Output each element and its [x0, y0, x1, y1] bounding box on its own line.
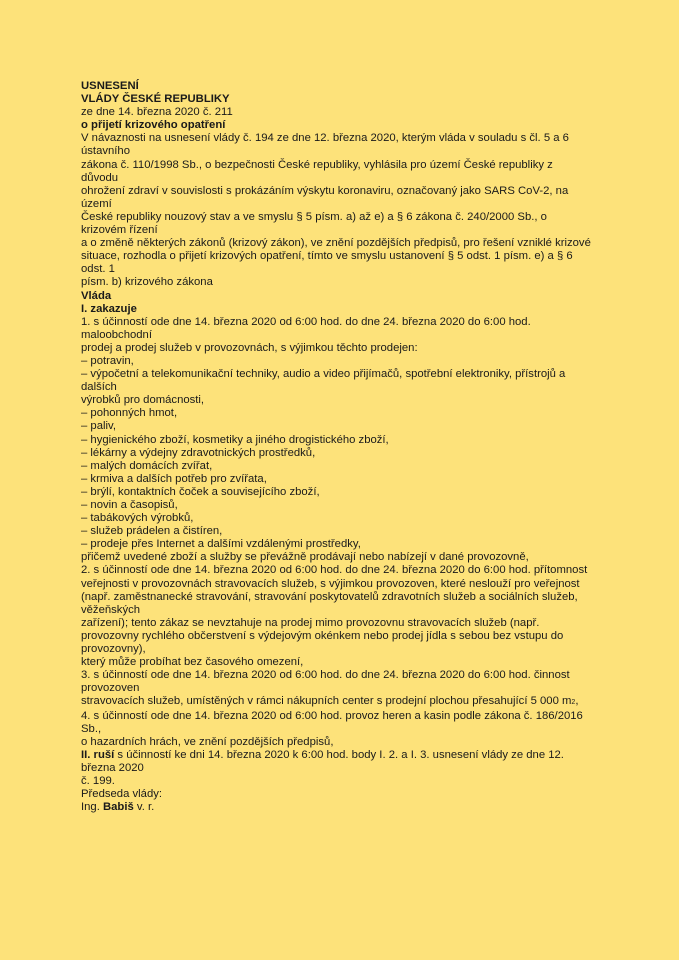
line-text: 3. s účinností ode dne 14. března 2020 od 6:00 hod. do dne 24. března 2020 do 6:00 hod. činnost: [81, 669, 570, 682]
document-line: [81, 801, 621, 814]
line-text: – novin a časopisů,: [81, 499, 178, 511]
line-text: Vláda: [81, 289, 112, 302]
document-line: [81, 303, 621, 316]
line-text: s účinností ke dni 14. března 2020 k 6:00 hod. body I. 2. a I. 3. usnesení vlády ze dne 12.: [114, 748, 564, 761]
document-line: [81, 447, 621, 460]
line-text: – pohonných hmot,: [81, 407, 178, 420]
line-text: krizovém řízení: [81, 224, 158, 237]
line-text: zařízení); tento zákaz se nevztahuje na prodej mimo provozovnu stravovacích služeb (např.: [81, 616, 540, 629]
resolution-document: [81, 80, 621, 814]
document-line: [81, 473, 621, 486]
document-line: [81, 119, 621, 132]
line-text: – hygienického zboží, kosmetiky a jiného drogistického zboží,: [81, 433, 389, 446]
document-line: [81, 381, 621, 394]
document-line: [81, 368, 621, 381]
line-text: – výpočetní a telekomunikační techniky, audio a video přijímačů, spotřební elektroniky, přístrojů a: [81, 368, 566, 381]
document-line: [81, 420, 621, 433]
document-line: [81, 172, 621, 185]
document-line: [81, 263, 621, 276]
line-text: prodej a prodej služeb v provozovnách, s výjimkou těchto prodejen:: [81, 341, 418, 354]
line-text: 4. s účinností ode dne 14. března 2020 od 6:00 hod. provoz heren a kasin podle zákona č. 186/2016: [81, 709, 583, 722]
line-text: – prodeje přes Internet a dalšími vzdálenými prostředky,: [81, 538, 361, 551]
line-text: České republiky nouzový stav a ve smyslu § 5 písm. a) až e) a § 6 zákona č. 240/2000 Sb., o: [81, 210, 547, 223]
document-line: [81, 224, 621, 237]
document-line: [81, 643, 621, 656]
line-text: provozovny rychlého občerstvení s výdejovým okénkem nebo prodej jídla s sebou bez vstupu do: [81, 629, 564, 642]
document-line: [81, 145, 621, 158]
line-text: I. zakazuje: [81, 302, 137, 315]
document-line: [81, 762, 621, 775]
line-text: o hazardních hrách, ve znění pozdějších předpisů,: [81, 735, 334, 748]
bold-prefix: II. ruší: [81, 748, 115, 761]
line-text: – malých domácích zvířat,: [81, 459, 213, 472]
line-text: území: [81, 197, 112, 210]
line-text: ústavního: [81, 145, 130, 158]
document-line: [81, 106, 621, 119]
document-line: [81, 276, 621, 289]
line-text: písm. b) krizového zákona: [81, 276, 213, 289]
line-text: Ing.: [81, 801, 103, 814]
document-line: [81, 578, 621, 591]
document-line: [81, 695, 621, 709]
document-line: [81, 736, 621, 749]
line-text: provozoven: [81, 682, 140, 695]
document-line: [81, 434, 621, 447]
document-line: [81, 316, 621, 329]
line-text: důvodu: [81, 171, 119, 184]
line-text: – služeb prádelen a čistíren,: [81, 525, 223, 538]
line-text: odst. 1: [81, 263, 115, 276]
document-line: [81, 237, 621, 250]
document-line: [81, 159, 621, 172]
line-text: 2. s účinností ode dne 14. března 2020 od 6:00 hod. do dne 24. března 2020 do 6:00 hod. přítomnost: [81, 564, 588, 577]
document-line: [81, 342, 621, 355]
document-line: [81, 250, 621, 263]
line-text: situace, rozhodla o přijetí krizových opatření, tímto ve smyslu ustanovení § 5 odst. 1 písm. e) a § 6: [81, 250, 573, 263]
line-text: o přijetí krizového opatření: [81, 119, 226, 132]
line-text: – tabákových výrobků,: [81, 512, 194, 525]
document-line: [81, 710, 621, 723]
line-text: zákona č. 110/1998 Sb., o bezpečnosti České republiky, vyhlásila pro území České republiky z: [81, 158, 553, 171]
line-text: ohrožení zdraví v souvislosti s prokázáním výskytu koronaviru, označovaný jako SARS CoV-2, na: [81, 184, 569, 197]
line-text: provozovny),: [81, 643, 146, 656]
document-line: [81, 630, 621, 643]
document-line: [81, 80, 621, 93]
document-line: [81, 407, 621, 420]
line-tail: ,: [575, 695, 579, 708]
document-line: [81, 211, 621, 224]
line-text: dalších: [81, 381, 117, 394]
document-line: [81, 512, 621, 525]
document-line: [81, 394, 621, 407]
line-text: (např. zaměstnanecké stravování, stravování poskytovatelů zdravotních služeb a sociálních služeb,: [81, 590, 578, 603]
document-line: [81, 749, 621, 762]
line-text: V návaznosti na usnesení vlády č. 194 ze dne 12. března 2020, kterým vláda v souladu s čl. 5 a 6: [81, 132, 569, 145]
line-text: USNESENÍ: [81, 80, 139, 92]
document-line: [81, 775, 621, 788]
line-text: věžeňských: [81, 603, 141, 616]
line-text: maloobchodní: [81, 328, 152, 341]
document-line: [81, 132, 621, 145]
line-text: který může probíhat bez časového omezení,: [81, 656, 304, 669]
document-line: [81, 788, 621, 801]
line-text: Sb.,: [81, 722, 102, 735]
document-line: [81, 355, 621, 368]
document-line: [81, 656, 621, 669]
document-line: [81, 538, 621, 551]
document-line: [81, 486, 621, 499]
document-line: [81, 682, 621, 695]
line-text: ze dne 14. března 2020 č. 211: [81, 106, 233, 119]
line-text: – paliv,: [81, 420, 116, 433]
document-line: [81, 525, 621, 538]
document-line: [81, 198, 621, 211]
line-text: – lékárny a výdejny zdravotnických prostředků,: [81, 446, 316, 459]
line-text: – krmiva a dalších potřeb pro zvířata,: [81, 472, 267, 485]
line-text: Předseda vlády:: [81, 788, 163, 801]
document-line: [81, 591, 621, 604]
document-line: [81, 723, 621, 736]
line-text: března 2020: [81, 761, 144, 774]
line-text: stravovacích služeb, umístěných v rámci nákupních center s prodejní plochou přesahující 5 000 m: [81, 695, 572, 708]
line-text: 1. s účinností ode dne 14. března 2020 od 6:00 hod. do dne 24. března 2020 do 6:00 hod.: [81, 315, 531, 328]
document-line: [81, 93, 621, 106]
line-text: a o změně některých zákonů (krizový zákon), ve znění pozdějších předpisů, pro řešení vzniklé krizové: [81, 237, 591, 250]
signatory-name: Babiš: [102, 801, 134, 814]
unit-subscript: 2: [571, 699, 576, 707]
document-line: [81, 185, 621, 198]
document-line: [81, 290, 621, 303]
document-line: [81, 617, 621, 630]
document-line: [81, 460, 621, 473]
document-line: [81, 329, 621, 342]
document-line: [81, 669, 621, 682]
line-text: VLÁDY ČESKÉ REPUBLIKY: [81, 93, 230, 106]
line-text: – potravin,: [81, 354, 134, 367]
document-line: [81, 499, 621, 512]
document-line: [81, 564, 621, 577]
document-line: [81, 604, 621, 617]
line-text: č. 199.: [81, 774, 115, 787]
line-text: výrobků pro domácnosti,: [81, 394, 205, 407]
line-text: veřejnosti v provozovnách stravovacích služeb, s výjimkou provozoven, které neslouží pro veřejnost: [81, 577, 580, 590]
document-line: [81, 551, 621, 564]
line-text: – brýlí, kontaktních čoček a souvisejícího zboží,: [81, 485, 320, 498]
line-text: přičemž uvedené zboží a služby se převážně prodávají nebo nabízejí v dané provozovně,: [81, 551, 529, 564]
line-tail: v. r.: [133, 801, 155, 814]
